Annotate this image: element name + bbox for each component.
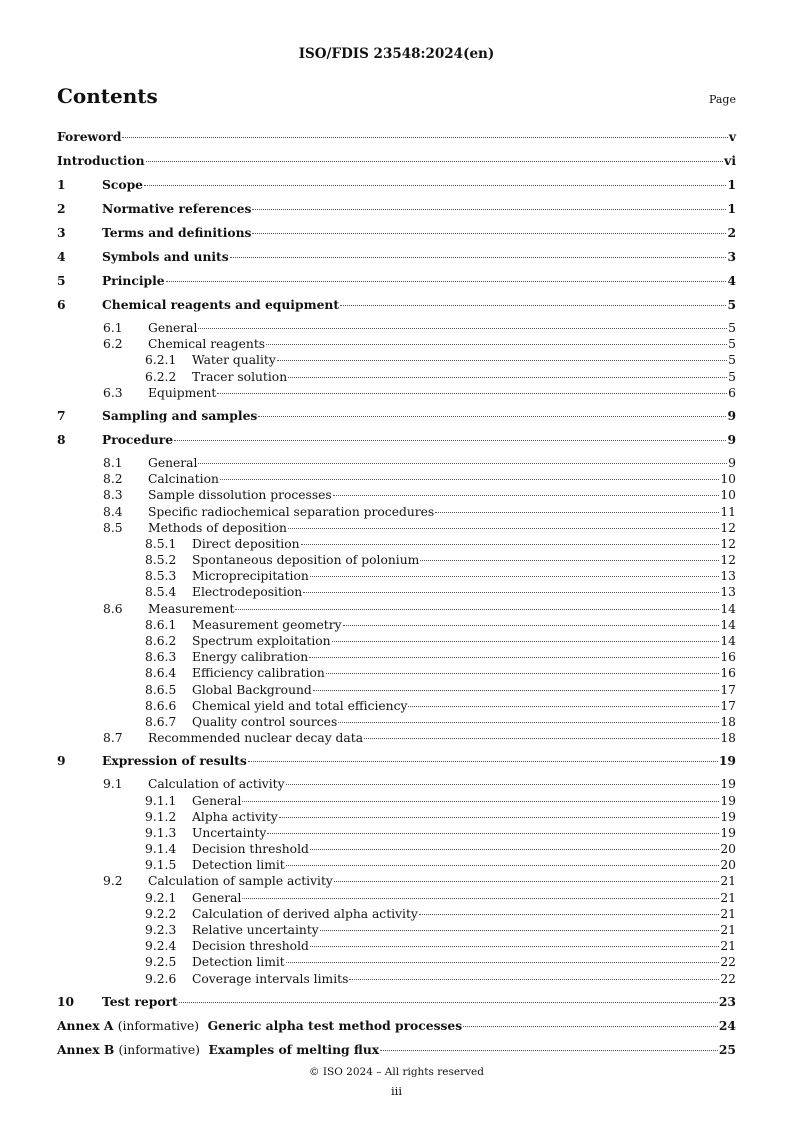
toc-entry-title: Calcination [148, 472, 219, 487]
toc-entry-title: Measurement [148, 601, 235, 616]
dot-leader [463, 1026, 718, 1027]
dot-leader [146, 161, 724, 162]
toc-entry-number: 8.6.5 [145, 682, 177, 697]
toc-entry-title: Spontaneous deposition of polonium [192, 553, 420, 568]
dot-leader [198, 328, 727, 329]
toc-entry-title: Alpha activity [192, 809, 278, 824]
toc-entry-title: Equipment [148, 385, 217, 400]
toc-entry-page: 18 [720, 731, 736, 746]
toc-entry-title: Expression of results [102, 753, 247, 769]
toc-entry[interactable] [57, 369, 736, 385]
toc-entry[interactable] [57, 200, 736, 224]
toc-entry-page: 25 [718, 1041, 736, 1057]
dot-leader [288, 377, 727, 378]
toc-entry-title: Chemical yield and total efficiency [192, 698, 408, 713]
toc-entry[interactable] [57, 776, 736, 792]
toc-entry-title: Chemical reagents [148, 337, 266, 352]
toc-entry-page: 12 [720, 520, 736, 535]
dot-leader [217, 393, 727, 394]
toc-entry[interactable] [57, 601, 736, 617]
toc-entry-page: 5 [728, 353, 736, 368]
dot-leader [174, 440, 726, 441]
toc-entry-number: 8.4 [103, 504, 123, 519]
dot-leader [435, 512, 719, 513]
toc-entry-title: Tracer solution [192, 369, 288, 384]
toc-entry-title: Microprecipitation [192, 569, 309, 584]
toc-entry[interactable] [57, 152, 736, 176]
toc-entry-number: 8.6.3 [145, 650, 177, 665]
toc-entry-number: 9.2.3 [145, 923, 177, 937]
toc-entry-title: Calculation of activity [148, 777, 285, 792]
toc-entry-page: 11 [720, 504, 736, 519]
toc-entry-page: 3 [727, 249, 736, 264]
toc-entry[interactable] [57, 873, 736, 889]
toc-entry-page: 22 [720, 971, 736, 986]
toc-entry-number: 2 [57, 201, 66, 216]
toc-entry-page: 4 [727, 273, 736, 288]
dot-leader [320, 930, 720, 931]
toc-entry[interactable] [57, 793, 736, 809]
dot-leader [252, 233, 726, 234]
toc-entry-page: 19 [720, 777, 736, 792]
toc-entry-number: 8.7 [103, 731, 123, 746]
toc-entry-number: 7 [57, 407, 66, 423]
toc-entry-number: 9 [57, 753, 66, 769]
toc-entry-number: 8.6.2 [145, 634, 177, 648]
dot-leader [380, 1050, 718, 1051]
dot-leader [288, 528, 719, 529]
toc-entry[interactable] [57, 431, 736, 455]
toc-entry[interactable] [57, 857, 736, 873]
dot-leader [286, 784, 720, 785]
toc-entry-page: 6 [728, 385, 736, 400]
dot-leader [286, 962, 720, 963]
toc-entry-page: vi [724, 153, 736, 168]
dot-leader [198, 463, 727, 464]
toc-entry[interactable] [57, 455, 736, 471]
toc-entry-page: 21 [720, 874, 736, 889]
toc-entry[interactable] [57, 504, 736, 520]
toc-entry-number: 8.5.4 [145, 585, 177, 600]
toc-entry-title: Terms and definitions [102, 225, 252, 240]
toc-entry[interactable] [57, 272, 736, 296]
toc-entry[interactable] [57, 385, 736, 401]
toc-entry[interactable] [57, 536, 736, 552]
toc-entry-page: 1 [727, 201, 736, 216]
toc-entry-title: General [192, 793, 242, 808]
toc-entry[interactable] [57, 938, 736, 954]
toc-entry[interactable] [57, 471, 736, 487]
toc-entry-title: Annex B (informative) Examples of melting flux [57, 1041, 380, 1057]
dot-leader [266, 344, 727, 345]
toc-entry-title: Measurement geometry [192, 617, 342, 632]
toc-entry-page: 5 [728, 337, 736, 352]
dot-leader [310, 946, 719, 947]
toc-entry-title: Direct deposition [192, 536, 300, 551]
toc-entry-number: 6.3 [103, 385, 123, 400]
dot-leader [242, 898, 719, 899]
toc-entry[interactable] [57, 809, 736, 825]
toc-entry-title: Symbols and units [102, 249, 229, 264]
toc-entry-number: 1 [57, 177, 66, 192]
dot-leader [338, 722, 719, 723]
toc-entry-title: Sampling and samples [102, 407, 258, 423]
toc-entry[interactable] [57, 568, 736, 584]
dot-leader [340, 305, 726, 306]
dot-leader [326, 673, 720, 674]
toc-entry-number: 9.1.2 [145, 809, 177, 824]
toc-title-row [57, 84, 736, 114]
toc-entry[interactable] [57, 248, 736, 272]
toc-entry-title: Introduction [57, 153, 145, 168]
dot-leader [279, 817, 720, 818]
toc-entry[interactable] [57, 633, 736, 649]
toc-entry[interactable] [57, 665, 736, 681]
dot-leader [334, 881, 719, 882]
toc-entry[interactable] [57, 407, 736, 431]
toc-entry-page: 13 [720, 585, 736, 600]
table-of-contents [57, 128, 736, 1065]
toc-entry-title: General [148, 321, 198, 335]
toc-entry-page: 12 [720, 536, 736, 551]
toc-entry-page: 16 [720, 650, 736, 665]
toc-entry-page: 21 [720, 939, 736, 954]
toc-entry[interactable] [57, 520, 736, 536]
dot-leader [179, 1002, 718, 1003]
toc-entry[interactable] [57, 906, 736, 922]
dot-leader [310, 849, 719, 850]
toc-entry-number: 3 [57, 225, 66, 240]
toc-entry[interactable] [57, 487, 736, 503]
toc-entry-number: 10 [57, 993, 75, 1009]
dot-leader [166, 281, 727, 282]
toc-entry-page: 1 [727, 177, 736, 192]
toc-entry-title: Water quality [192, 353, 276, 368]
annex-subtitle: Examples of melting flux [208, 1041, 380, 1057]
dot-leader [286, 865, 720, 866]
toc-entry-number: 6.2 [103, 337, 123, 352]
toc-entry-number: 8.5 [103, 520, 123, 535]
toc-entry-number: 8 [57, 431, 66, 447]
toc-entry-number: 6 [57, 297, 66, 312]
dot-leader [310, 576, 720, 577]
toc-entry-number: 8.6.7 [145, 714, 177, 729]
toc-entry-page: 10 [720, 472, 736, 487]
toc-entry-page: 16 [720, 666, 736, 681]
toc-entry-number: 9.1.3 [145, 825, 177, 840]
toc-entry-title: Coverage intervals limits [192, 971, 349, 986]
dot-leader [258, 416, 726, 417]
toc-entry[interactable] [57, 890, 736, 906]
toc-entry-page: 9 [727, 407, 736, 423]
toc-entry-page: 18 [720, 714, 736, 729]
toc-entry-title: Sample dissolution processes [148, 488, 332, 503]
toc-entry-number: 8.6.4 [145, 666, 177, 681]
toc-entry-number: 8.6.6 [145, 698, 177, 713]
toc-entry[interactable] [57, 649, 736, 665]
toc-entry[interactable] [57, 971, 736, 987]
toc-entry-title: Calculation of derived alpha activity [192, 906, 418, 921]
toc-entry-title: General [192, 890, 242, 905]
toc-entry-title: Specific radiochemical separation procedures [148, 504, 435, 519]
toc-entry-page: 19 [720, 825, 736, 840]
dot-leader [313, 690, 720, 691]
dot-leader [252, 209, 726, 210]
toc-entry[interactable] [57, 682, 736, 698]
toc-entry-page: 14 [720, 634, 736, 648]
toc-entry-page: 5 [727, 297, 736, 312]
toc-entry[interactable] [57, 352, 736, 368]
toc-entry-page: 20 [720, 858, 736, 873]
toc-entry-number: 6.2.2 [145, 369, 177, 384]
toc-entry-title: Calculation of sample activity [148, 874, 333, 889]
dot-leader [364, 738, 719, 739]
toc-entry-number: 9.2 [103, 874, 123, 889]
toc-entry-title: Recommended nuclear decay data [148, 731, 364, 746]
dot-leader [420, 560, 719, 561]
toc-entry-title: Uncertainty [192, 825, 267, 840]
toc-entry[interactable] [57, 825, 736, 841]
dot-leader [230, 257, 727, 258]
toc-entry-number: 6.2.1 [145, 353, 177, 368]
dot-leader [248, 761, 718, 762]
toc-entry-page: 21 [720, 923, 736, 937]
toc-entry-title: Principle [102, 273, 165, 288]
toc-entry-title: Electrodeposition [192, 585, 303, 600]
toc-entry-number: 9.1.4 [145, 842, 177, 857]
toc-entry-page: 9 [727, 431, 736, 447]
toc-entry-title: Chemical reagents and equipment [102, 297, 340, 312]
toc-entry-number: 8.1 [103, 455, 123, 470]
toc-entry[interactable] [57, 922, 736, 938]
toc-entry-title: Spectrum exploitation [192, 634, 331, 648]
toc-entry-number: 4 [57, 249, 66, 264]
toc-entry-title: Methods of deposition [148, 520, 287, 535]
dot-leader [277, 360, 727, 361]
toc-entry-number: 8.6 [103, 601, 123, 616]
dot-leader [242, 801, 719, 802]
toc-entry-page: 14 [720, 617, 736, 632]
toc-entry-title: Detection limit [192, 955, 285, 970]
toc-entry-title: Scope [102, 177, 143, 192]
toc-entry[interactable] [57, 336, 736, 352]
toc-entry-number: 8.5.3 [145, 569, 177, 584]
toc-entry-number: 8.5.1 [145, 536, 177, 551]
toc-entry-page: 12 [720, 553, 736, 568]
toc-entry-page: 13 [720, 569, 736, 584]
toc-entry-title: Efficiency calibration [192, 666, 325, 681]
toc-entry-page: 20 [720, 842, 736, 857]
toc-entry[interactable] [57, 698, 736, 714]
toc-entry-number: 6.1 [103, 321, 123, 335]
dot-leader [332, 641, 720, 642]
toc-entry-number: 8.2 [103, 472, 123, 487]
dot-leader [349, 979, 719, 980]
toc-entry-number: 9.2.2 [145, 906, 177, 921]
toc-entry-page: 9 [728, 455, 736, 470]
page-column-label: Page [708, 93, 736, 106]
toc-entry[interactable] [57, 993, 736, 1017]
toc-entry-title: Energy calibration [192, 650, 309, 665]
toc-entry-number: 9.2.1 [145, 890, 177, 905]
toc-entry-number: 8.5.2 [145, 553, 177, 568]
toc-entry[interactable] [57, 617, 736, 633]
toc-entry-page: 23 [718, 993, 736, 1009]
toc-entry-page: 19 [718, 753, 736, 769]
annex-note: (informative) [118, 1042, 200, 1057]
dot-leader [122, 137, 727, 138]
toc-entry-page: 17 [720, 682, 736, 697]
toc-entry[interactable] [57, 841, 736, 857]
dot-leader [419, 914, 720, 915]
toc-entry[interactable] [57, 954, 736, 970]
dot-leader [309, 657, 719, 658]
toc-entry-title: Foreword [57, 129, 122, 144]
dot-leader [235, 609, 719, 610]
toc-entry-page: 2 [727, 225, 736, 240]
toc-entry-number: 9.1.1 [145, 793, 177, 808]
toc-entry[interactable] [57, 224, 736, 248]
toc-entry-title: Quality control sources [192, 714, 338, 729]
toc-entry[interactable] [57, 730, 736, 746]
toc-entry-page: 5 [728, 369, 736, 384]
document-id-header: ISO/FDIS 23548:2024(en) [298, 46, 495, 62]
toc-entry-number: 9.2.6 [145, 971, 177, 986]
toc-entry-title: Normative references [102, 201, 252, 216]
dot-leader [303, 592, 719, 593]
dot-leader [144, 185, 726, 186]
toc-entry-number: 8.6.1 [145, 617, 177, 632]
toc-entry-title: Detection limit [192, 858, 285, 873]
toc-entry-title: Decision threshold [192, 842, 309, 857]
copyright-footer: © ISO 2024 – All rights reserved [309, 1066, 484, 1078]
page-title: Contents [57, 84, 158, 108]
toc-entry-page: 19 [720, 793, 736, 808]
toc-entry-page: 10 [720, 488, 736, 503]
dot-leader [343, 625, 720, 626]
dot-leader [408, 706, 719, 707]
toc-entry[interactable] [57, 552, 736, 568]
toc-entry-page: 17 [720, 698, 736, 713]
toc-entry[interactable] [57, 320, 736, 336]
toc-entry-page: 21 [720, 906, 736, 921]
toc-entry[interactable] [57, 752, 736, 776]
toc-entry[interactable] [57, 296, 736, 320]
toc-entry-page: v [728, 129, 736, 144]
toc-entry-title: Test report [102, 993, 178, 1009]
toc-entry-page: 19 [720, 809, 736, 824]
annex-subtitle: Generic alpha test method processes [207, 1017, 463, 1033]
toc-entry-page: 22 [720, 955, 736, 970]
toc-entry[interactable] [57, 1017, 736, 1041]
dot-leader [267, 833, 719, 834]
dot-leader [301, 544, 720, 545]
toc-entry[interactable] [57, 128, 736, 152]
toc-entry-title: Relative uncertainty [192, 923, 319, 937]
toc-entry-page: 24 [718, 1017, 736, 1033]
page-number: iii [390, 1084, 403, 1098]
toc-entry-title: Decision threshold [192, 939, 309, 954]
toc-entry-title: Procedure [102, 431, 174, 447]
toc-entry-page: 14 [720, 601, 736, 616]
toc-entry-title: General [148, 455, 198, 470]
annex-note: (informative) [117, 1018, 200, 1033]
dot-leader [333, 495, 720, 496]
toc-entry-number: 9.1.5 [145, 858, 177, 873]
toc-entry-number: 9.2.5 [145, 955, 177, 970]
toc-entry-number: 9.2.4 [145, 939, 177, 954]
toc-entry-number: 5 [57, 273, 66, 288]
toc-entry-number: 9.1 [103, 777, 123, 792]
toc-entry-title: Global Background [192, 682, 312, 697]
toc-entry-page: 21 [720, 890, 736, 905]
toc-entry[interactable] [57, 584, 736, 600]
dot-leader [220, 479, 719, 480]
toc-entry-number: 8.3 [103, 488, 123, 503]
toc-entry-title: Annex A (informative) Generic alpha test method processes [57, 1017, 463, 1033]
toc-entry[interactable] [57, 714, 736, 730]
toc-entry[interactable] [57, 1041, 736, 1065]
toc-entry[interactable] [57, 176, 736, 200]
toc-entry-page: 5 [728, 321, 736, 335]
